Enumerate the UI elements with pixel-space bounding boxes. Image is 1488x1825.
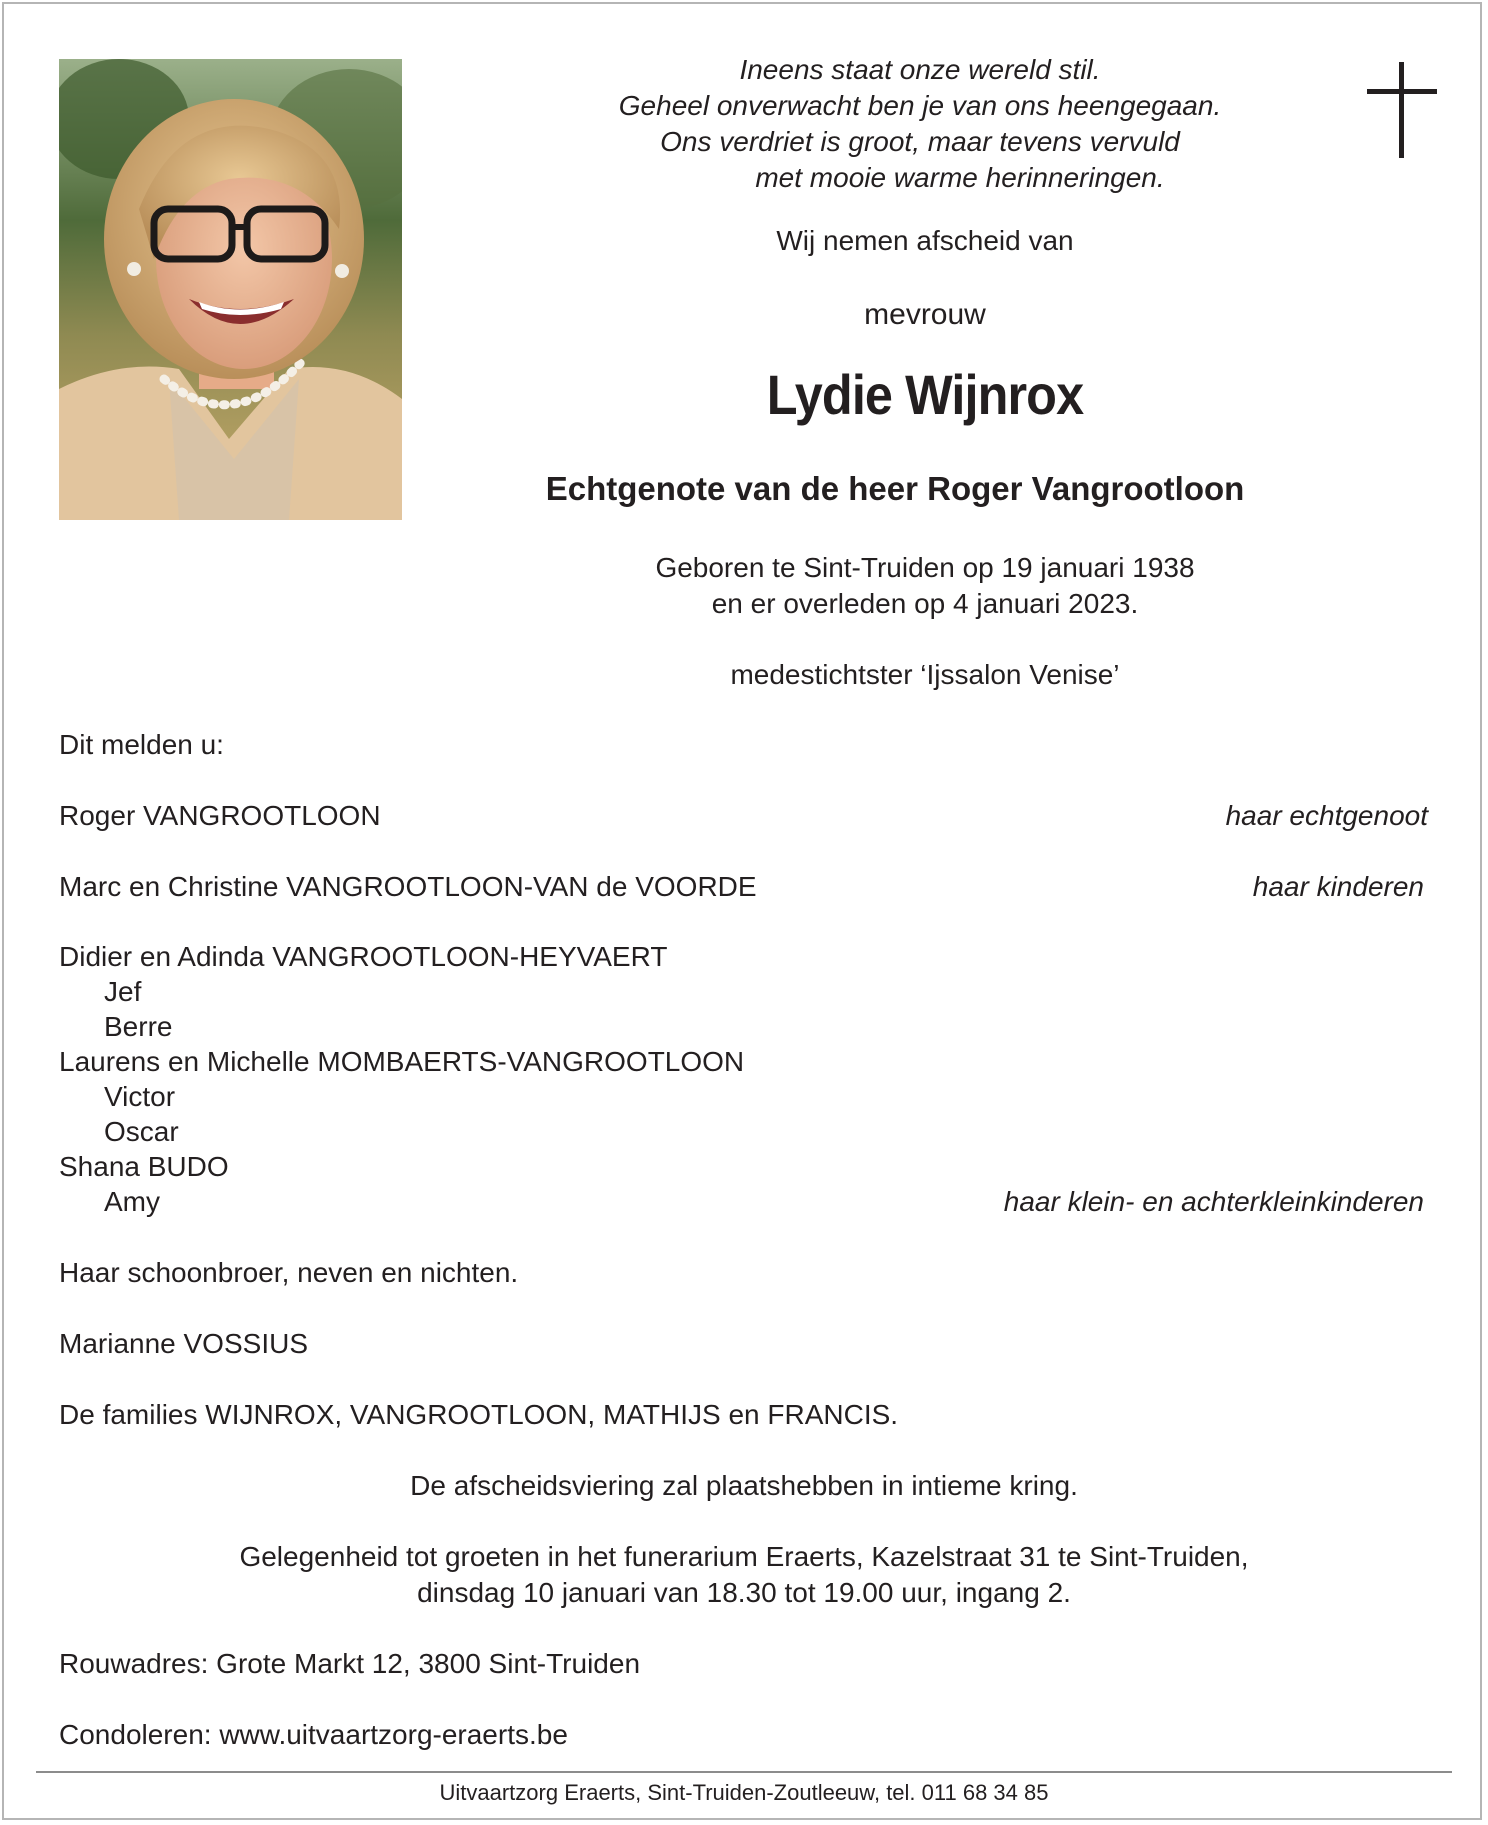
grandchild-family-1: Didier en Adinda VANGROOTLOON-HEYVAERT <box>59 941 668 972</box>
grandchildren-relation: haar klein- en achterkleinkinderen <box>1003 1186 1424 1217</box>
visitation-line-1: Gelegenheid tot groeten in het funerarium Eraerts, Kazelstraat 31 te Sint-Truiden, <box>239 1541 1249 1572</box>
salutation: mevrouw <box>864 298 986 331</box>
poem-line-2: Geheel onverwacht ben je van ons heengegaan. <box>618 90 1222 121</box>
cross-icon <box>1367 62 1437 158</box>
ceremony-line: De afscheidsviering zal plaatshebben in intieme kring. <box>410 1470 1078 1501</box>
intro-text: Wij nemen afscheid van <box>776 225 1074 256</box>
portrait-photo <box>59 59 402 520</box>
spouse-name: Roger VANGROOTLOON <box>59 800 381 831</box>
families-line: De families WIJNROX, VANGROOTLOON, MATHIJS en FRANCIS. <box>59 1399 899 1430</box>
occupation-line: medestichtster ‘Ijssalon Venise’ <box>730 659 1120 690</box>
address-line: Rouwadres: Grote Markt 12, 3800 Sint-Truiden <box>59 1648 641 1679</box>
visitation-line-2: dinsdag 10 januari van 18.30 tot 19.00 uur, ingang 2. <box>417 1577 1071 1608</box>
deceased-name: Lydie Wijnrox <box>766 363 1084 426</box>
grandchild-family-3: Shana BUDO <box>59 1151 229 1182</box>
children-relation: haar kinderen <box>1252 871 1424 902</box>
announce-label: Dit melden u: <box>59 729 224 760</box>
other-relative: Marianne VOSSIUS <box>59 1328 308 1359</box>
children-name: Marc en Christine VANGROOTLOON-VAN de VOORDE <box>59 871 757 902</box>
grandchild-victor: Victor <box>104 1081 176 1112</box>
grandchild-oscar: Oscar <box>104 1116 179 1147</box>
death-line: en er overleden op 4 januari 2023. <box>711 588 1139 619</box>
birth-line: Geboren te Sint-Truiden op 19 januari 1938 <box>655 552 1195 583</box>
spouse-line: Echtgenote van de heer Roger Vangrootloon <box>545 470 1245 507</box>
condolence-line: Condoleren: www.uitvaartzorg-eraerts.be <box>59 1719 568 1750</box>
footer-divider <box>36 1771 1452 1773</box>
inlaws-line: Haar schoonbroer, neven en nichten. <box>59 1257 519 1288</box>
grandchild-jef: Jef <box>104 976 142 1007</box>
grandchild-family-2: Laurens en Michelle MOMBAERTS-VANGROOTLOON <box>59 1046 745 1077</box>
footer-text: Uitvaartzorg Eraerts, Sint-Truiden-Zoutleeuw, tel. 011 68 34 85 <box>439 1780 1049 1805</box>
poem-line-4: met mooie warme herinneringen. <box>755 162 1165 193</box>
poem-line-1: Ineens staat onze wereld stil. <box>739 54 1101 85</box>
grandchild-berre: Berre <box>104 1011 173 1042</box>
spouse-relation: haar echtgenoot <box>1225 800 1428 831</box>
poem-line-3: Ons verdriet is groot, maar tevens vervuld <box>660 126 1180 157</box>
great-grandchild-amy: Amy <box>104 1186 160 1217</box>
